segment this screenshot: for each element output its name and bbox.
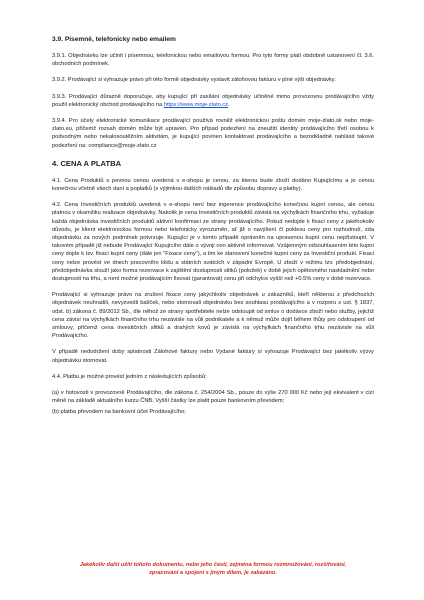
copyright-line-1: Jakékoliv další užití tohoto dokumentu, nebo jeho částí, zejména formou rozmnožování, rozšiřování, [79, 562, 347, 568]
paragraph-invoice-due: V případě nedodržení doby splatnosti Zálohové faktury nebo Vydané faktury si vyhrazuje Prodávající bez jakékoliv výzvy objednávku stornovat. [52, 349, 374, 364]
paragraph-4-4: 4.4. Platbu je možné provést jedním z následujících způsobů: [52, 373, 207, 380]
payment-option-b: (b) platba převodem na bankovní účet Prodávajícího; [52, 408, 186, 415]
eshop-link[interactable]: https://www.moje-zlato.cz [163, 101, 229, 108]
payment-option-a: (a) v hotovosti v provozovně Prodávajícího, dle zákona č. 254/2004 Sb., pouze do výše 270 000 Kč nebo její ekvivalent v cizí měně na základě aktuálního kurzu ČNB. Vyšší částky lze platit pouze bankovním převodem; [52, 390, 374, 405]
paragraph-3-9-2: 3.9.2. Prodávající si vyhrazuje právo při této formě objednávky vystavit zálohovou fakturu v plné výši objednávky. [52, 77, 336, 84]
copyright-notice [52, 561, 374, 578]
section-heading-3-9: 3.9. Písemně, telefonicky nebo emailem [52, 36, 176, 43]
paragraph-3-9-4: 3.9.4. Pro účely elektronické komunikace prodávající používá rovněž elektronickou poštu domén moje-zlato.sk nebo moje-zlato.eu, přičemž rozsah domén může být upraven. Pro případ podezření na zneužití identity prodávajícího třetí osobou k podvodným nebo nekalosoutěžním aktivitám, je kupující povinen kontaktovat prodávajícího a bezodkladně nahlásit takové podezření na: compliance@moje-zlato.cz [52, 118, 374, 149]
paragraph-3-9-3-end: . [228, 101, 230, 108]
paragraph-3-9-3 [52, 93, 374, 109]
paragraph-3-9-3-text: 3.9.3. Prodávající důrazně doporučuje, aby kupující při zasílání objednávky učiněné mimo provozovnu prodávajícího vždy použil elektronický obchod prodávajícího na [52, 93, 374, 108]
paragraph-4-1: 4.1. Cena Produktů s pevnou cenou uvedená v e-shopu je cenou, za kterou bude zboží dodáno Kupujícímu a je cenou konečnou včetně všech daní a poplatků (s výjimkou dalších nákladů dle způsobu dopravy a platby). [52, 177, 374, 193]
paragraph-3-9-1: 3.9.1. Objednávku lze učinit i písemnou, telefonickou nebo emailovou formou. Pro tyto formy platí obdobně ustanovení čl. 3.6. obchodních podmínek. [52, 53, 374, 68]
paragraph-4-2: 4.2. Cena Investičních produktů uvedená v e-shopu není bez ingerence prodávajícího konečnou kupní cenou, ale cenou platnou v okamžiku realizace objednávky. Nakolik je cena Investičních produktů závislá na výchylkách finančního trhu, vyžaduje každá objednávka investičních produktů aktivní konfirmaci ze strany prodávajícího. Pokud nedojde k fixaci ceny z jakéhokoliv důvodu, je klient elektronickou formou nebo telefonicky vyrozumě​n, ať již o navýšení či poklesu ceny pro rozhodnutí, zda objednávku za nových podmínek potvrzuje. Kupující je v tomto případě oprávněn na upravenou kupní cenu nepřistoupit. V takovém případě již nebude Prodávající Kupujícího dále o vývoji cen aktivně informovat. Vzájemným odsouhlasením této kupní ceny dojde k tzv. fixaci kupní ceny (dále jen "Fixace ceny"), a tím ke stanovení konečné kupní ceny za Investiční produkt. Fixaci ceny nelze provést ve dnech pracovního klidu a státních svátcích v západní Evropě. U zboží v režimu tzv. předobjednání, předobjednávka slouží jako forma rezervace k zajištění dostupnosti slitků (položek) v době jejich opětovného naskladnění nebo dostupnosti na trhu, a není možné prodávajícím fixovat (garantovat) cenu při odchylce vyšší než +0.5% ceny v době rezervace. [52, 202, 374, 283]
section-heading-4: 4. CENA A PLATBA [52, 158, 122, 168]
paragraph-price-fixation-cancel: Prodávající si vyhrazuje právo na zrušení fixace ceny jakýchkoliv objednávek u zákazníků, kteří některou z předchozích objednávek neuhradili, nevyzvedli balíček, nebo stornovali objednávku bez souhlasu prodávajícího a v rozporu s ust. § 1837, odst. b) zákona č. 89/2012 Sb., dle něhož ze strany spotřebitele nelze odstoupit od smluv o dodávce zboží nebo služby, jejichž cena závisí na výchylkách finančního trhu nezávisle na vůli podnikatele a k němuž může dojít během lhůty pro odstoupení od smlouvy, přičemž cena investičních slitků a drahých kovů je závislá na výchylkách finančního trhu nezávisle na vůli Prodávajícího. [52, 292, 374, 340]
copyright-line-2: zpracování a spojení s jiným dílem, je zakázáno. [149, 570, 277, 577]
